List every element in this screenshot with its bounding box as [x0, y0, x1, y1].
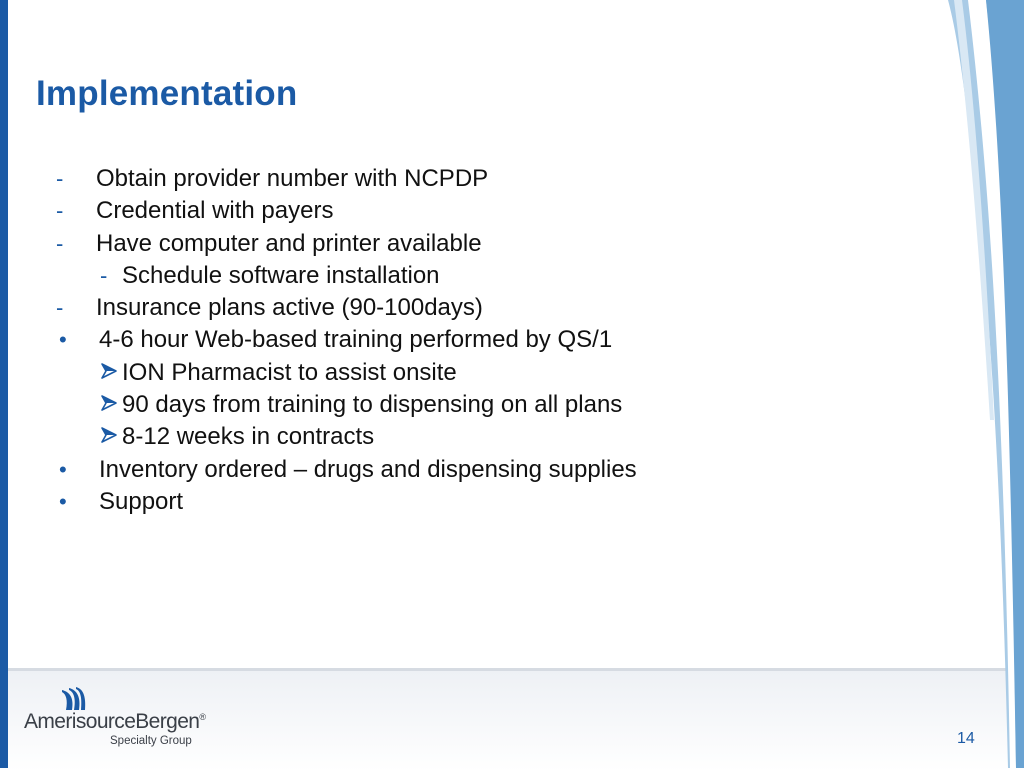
- list-item-text: Support: [99, 487, 184, 515]
- list-item-text: 8-12 weeks in contracts: [122, 423, 375, 451]
- list-item: [56, 357, 936, 389]
- list-item: [56, 228, 936, 260]
- list-item-text: Credential with payers: [96, 197, 334, 225]
- arrow-bullet-icon: [100, 426, 118, 444]
- arrow-bullet: [100, 362, 122, 380]
- dash-bullet-icon: -: [100, 262, 108, 288]
- list-item: [56, 389, 936, 421]
- dash-bullet-icon: -: [56, 295, 64, 321]
- list-item: [56, 454, 936, 486]
- list-item-text: 4-6 hour Web-based training performed by QS/1: [99, 326, 613, 354]
- list-item-text: Schedule software installation: [122, 261, 440, 289]
- list-item-text: Have computer and printer available: [96, 229, 482, 257]
- arrow-bullet-icon: [100, 362, 118, 380]
- list-item-text: 90 days from training to dispensing on all plans: [122, 391, 623, 419]
- slide-title: Implementation: [36, 74, 298, 113]
- list-item-text: Inventory ordered – drugs and dispensing supplies: [99, 455, 637, 483]
- dot-bullet-icon: •: [59, 456, 67, 482]
- arrow-bullet: [100, 426, 122, 444]
- list-item: [56, 324, 936, 356]
- dot-bullet-icon: •: [59, 488, 67, 514]
- dash-bullet-icon: -: [56, 166, 64, 191]
- list-item: [56, 163, 936, 195]
- list-item-text: Obtain provider number with NCPDP: [96, 165, 489, 192]
- list-item: [56, 421, 936, 453]
- arrow-bullet: [100, 394, 122, 412]
- logo-name: AmerisourceBergen®: [24, 710, 206, 733]
- list-item: [56, 195, 936, 227]
- dash-bullet-icon: -: [56, 230, 64, 256]
- list-item-text: Insurance plans active (90-100days): [96, 294, 483, 322]
- page-number: 14: [957, 730, 975, 747]
- list-item-text: ION Pharmacist to assist onsite: [122, 358, 457, 386]
- dot-bullet-icon: •: [59, 327, 67, 353]
- logo-mark-icon: [60, 686, 86, 712]
- arrow-bullet-icon: [100, 394, 118, 412]
- list-item: [56, 486, 936, 518]
- list-item: [56, 292, 936, 324]
- logo-subtitle: Specialty Group: [110, 735, 192, 747]
- bullet-list: [56, 163, 936, 518]
- company-logo: [24, 686, 214, 752]
- list-item: [56, 260, 936, 292]
- dash-bullet-icon: -: [56, 198, 64, 224]
